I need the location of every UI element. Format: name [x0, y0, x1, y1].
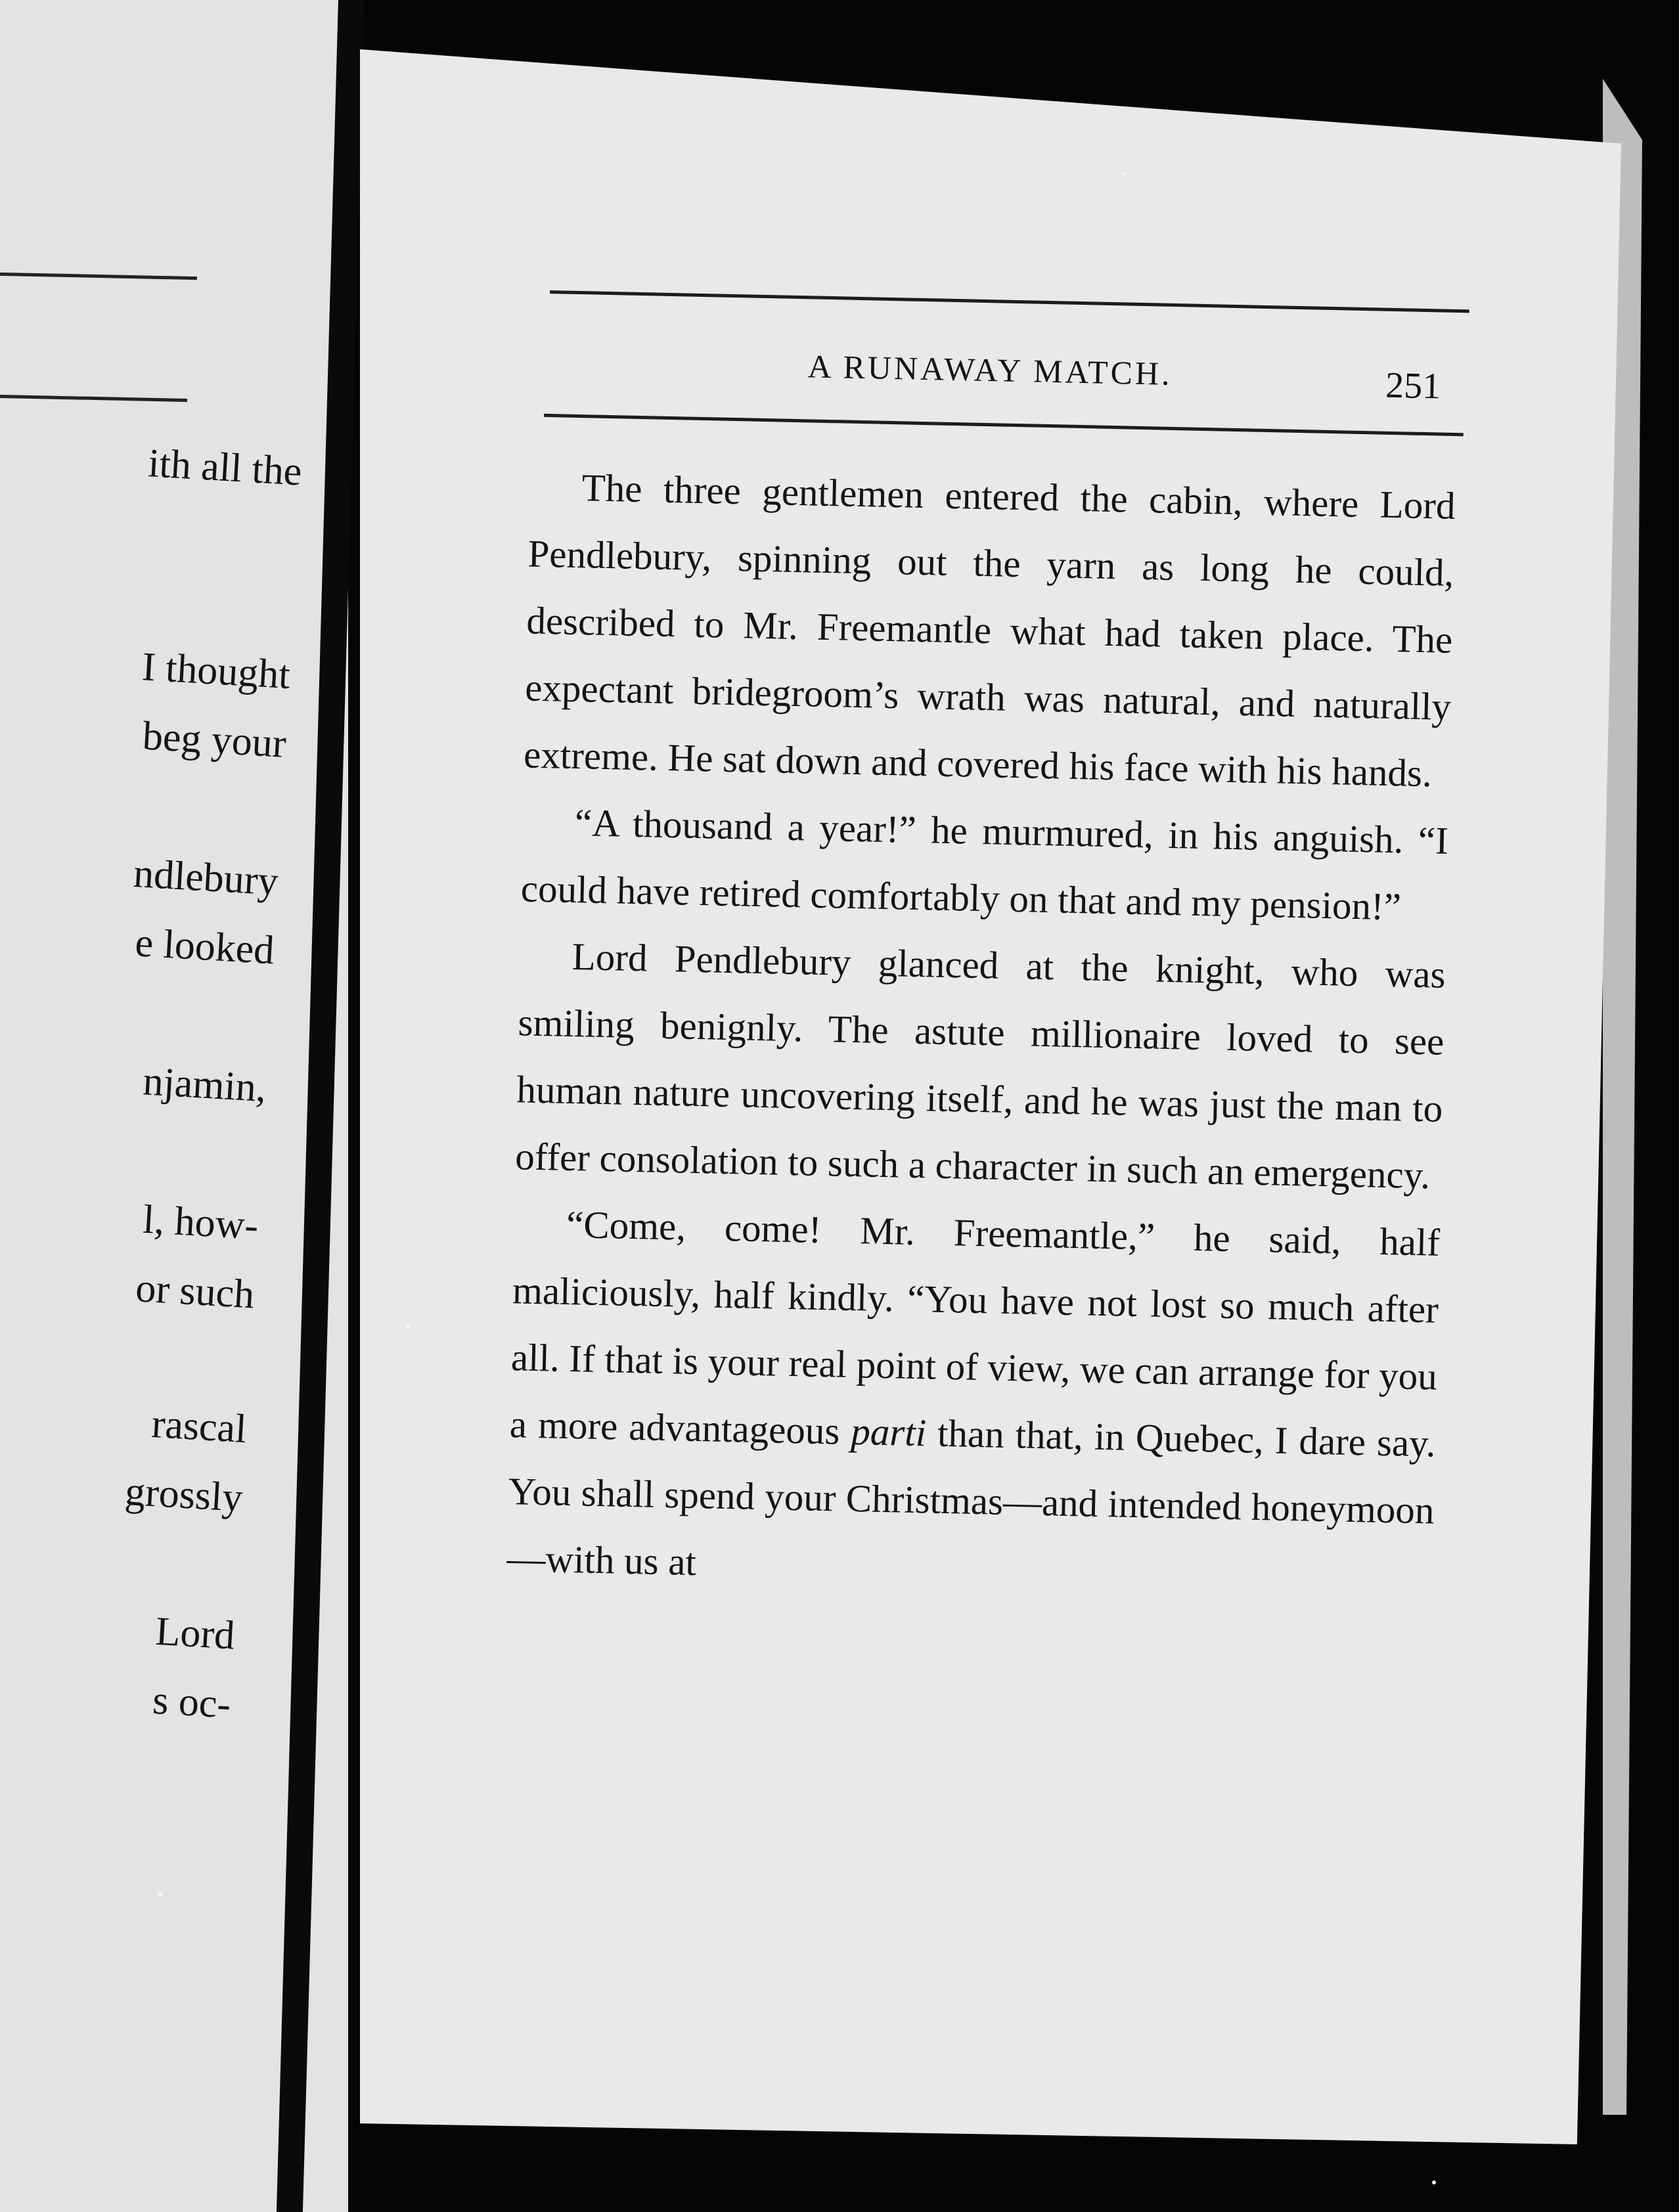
paragraph — [506, 1189, 1441, 1610]
left-fragment: e looked — [134, 920, 276, 973]
left-fragment: beg your — [141, 713, 288, 766]
left-fragment: ith all the — [146, 441, 303, 495]
left-fragment: ndlebury — [132, 851, 280, 904]
left-fragment: I thought — [141, 644, 292, 698]
paragraph: “A thousand a year!” he murmured, in his anguish. “I could have retired comfortably on that and my pension!” — [520, 801, 1449, 929]
left-fragment: l, how- — [141, 1197, 260, 1249]
italic-word: parti — [850, 1409, 927, 1455]
paragraph: Lord Pendlebury glanced at the knight, who was smiling benignly. The astute millionaire loved to see human nature uncovering itself, and he was just the man to offer consolation to such a character in such an emergency. — [514, 935, 1446, 1197]
dust-speck — [1123, 172, 1127, 175]
header-rule-bottom — [544, 414, 1464, 436]
paragraph: The three gentlemen entered the cabin, where Lord Pendlebury, spinning out the yarn as long he could, described to Mr. Freemantle what had taken place. The expectant bridegroom’s wrath was natural, and naturally extreme. He sat down and covered his face with his hands. — [523, 466, 1456, 795]
dust-speck — [406, 1323, 411, 1328]
running-head: A RUNAWAY MATCH. — [807, 347, 1173, 392]
body-text — [506, 453, 1456, 1610]
left-fragment: rascal — [150, 1401, 248, 1452]
page-number: 251 — [1385, 365, 1441, 407]
left-fragment: s oc- — [151, 1677, 233, 1727]
paragraph-text: than that, in Quebec, I dare say. You shall spend your Christmas—and intended honeymoon—with us at — [506, 1411, 1437, 1584]
dust-speck — [158, 1891, 163, 1897]
paragraph-text: “Come, come! Mr. Freemantle,” he said, half maliciously, half kindly. “You have not lost so much after all. If that is your real point of view, we can arrange for you a more advantageous — [509, 1202, 1441, 1453]
left-fragment: grossly — [123, 1469, 244, 1520]
left-fragment: Lord — [154, 1608, 236, 1658]
left-fragment: njamin, — [141, 1059, 268, 1111]
header-rule-top — [550, 290, 1469, 313]
dust-speck — [1432, 2180, 1436, 2184]
left-fragment: or such — [134, 1266, 256, 1317]
